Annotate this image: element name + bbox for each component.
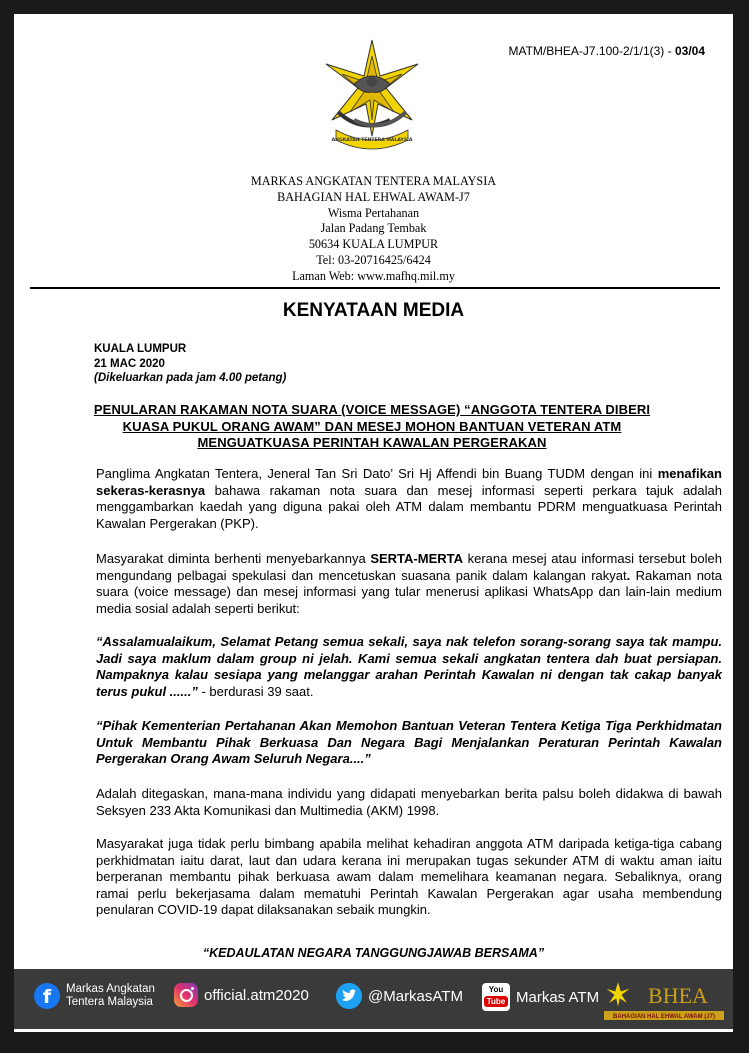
address-line: 50634 KUALA LUMPUR [308,237,439,252]
sender-address [14,174,733,285]
reference-number: MATM/BHEA-J7.100-2/1/1(3) - 03/04 [508,44,705,58]
instagram-icon [174,983,198,1007]
facebook-icon: f [34,983,60,1009]
twitter-link[interactable]: @MarkasATM [336,983,463,1009]
address-line: Jalan Padang Tembak [320,221,427,236]
youtube-icon: You Tube [482,983,510,1011]
instagram-link[interactable]: official.atm2020 [174,983,309,1007]
header-divider [30,287,720,289]
release-city: KUALA LUMPUR [94,343,187,355]
svg-text:BAHAGIAN HAL EHWAL AWAM (J7): BAHAGIAN HAL EHWAL AWAM (J7) [613,1014,715,1020]
svg-text:BHEA: BHEA [648,983,708,1008]
twitter-icon [336,983,362,1009]
paragraph-reassurance: Masyarakat juga tidak perlu bimbang apabila melihat kehadiran anggota ATM daripada ketiga-tiga cabang perkhidmatan iaitu darat, laut dan udara kerana ini merupakan tugas sekunder ATM di waktu aman iaitu berperanan membantu pihak berkuasa awam dalam memelihara keamanan negara. Sebaliknya, orang ramai perlu bekerjasama dalam mematuhi Perintah Kawalan Pergerakan agar usaha membendung penularan COVID-19 dapat dilaksanakan sebaik mungkin. [96,836,722,918]
statement-heading: PENULARAN RAKAMAN NOTA SUARA (VOICE MESSAGE) “ANGGOTA TENTERA DIBERI KUASA PUKUL ORANG AWAM” DAN MESEJ MOHON BANTUAN VETERAN ATM MENGUATKUASA PERINTAH KAWALAN PERGERAKAN [93,402,651,450]
paragraph-legal-warning: Adalah ditegaskan, mana-mana individu yang didapati menyebarkan berita palsu boleh didakwa di bawah Seksyen 233 Akta Komunikasi dan Multimedia (AKM) 1998. [96,786,722,818]
release-date: 21 MAC 2020 [94,357,165,370]
address-line: BAHAGIAN HAL EHWAL AWAM-J7 [277,189,470,204]
paragraph-denial: Panglima Angkatan Tentera, Jeneral Tan Sri Dato’ Sri Hj Affendi bin Buang TUDM dengan ini menafikan sekeras-kerasnya bahawa rakaman nota suara dan mesej informasi seperti perkara tajuk adalah menggambarkan kaedah yang diguna pakai oleh ATM dalam membantu PDRM menguatkuasa Perintah Kawalan Pergerakan (PKP). [96,466,722,531]
armed-forces-crest-logo [316,38,428,156]
paragraph-voice-quote: “Assalamualaikum, Selamat Petang semua sekali, saya nak telefon sorang-sorang saya tak mampu. Jadi saya maklum dalam group ni jelah. Kami semua sekali angkatan tentera dah buat persiapan. Nampaknya kalau sesiapa yang melanggar arahan Perintah Kawalan ni dengan tak cakap banyak terus pukul ......” - berdurasi 39 saat. [96,634,722,699]
paragraph-stop-spreading: Masyarakat diminta berhenti menyebarkannya SERTA-MERTA kerana mesej atau informasi tersebut boleh mengundang pelbagai spekulasi dan mencetuskan suasana panik dalam kalangan rakyat. Rakaman nota suara (voice message) dan mesej informasi yang tular menerusi aplikasi WhatsApp dan lain-lain medium media sosial adalah seperti berikut: [96,551,722,616]
document-page [14,14,733,1032]
facebook-link[interactable]: f Markas Angkatan Tentera Malaysia [34,983,155,1009]
address-line: Laman Web: www.mafhq.mil.my [292,268,455,283]
crest-motto-text: ANGKATAN TENTERA MALAYSIA [331,138,413,143]
address-line: Tel: 03-20716425/6424 [316,252,431,267]
document-title: KENYATAAN MEDIA [282,300,465,321]
release-meta [94,342,286,386]
release-time: (Dikeluarkan pada jam 4.00 petang) [94,372,287,384]
social-media-footer [14,969,733,1029]
slogan: “KEDAULATAN NEGARA TANGGUNGJAWAB BERSAMA” [202,946,545,960]
paragraph-veteran-quote: “Pihak Kementerian Pertahanan Akan Memohon Bantuan Veteran Tentera Ketiga Tiga Perkhidmatan Untuk Membantu Pihak Berkuasa Dan Negara Bagi Menjalankan Peraturan Perintah Kawalan Pergerakan Orang Awam Seluruh Negara....” [96,718,722,767]
address-line: Wisma Pertahanan [327,205,420,220]
address-line: MARKAS ANGKATAN TENTERA MALAYSIA [250,174,497,188]
youtube-link[interactable]: You Tube Markas ATM [482,983,599,1011]
bhea-logo [602,977,726,1021]
